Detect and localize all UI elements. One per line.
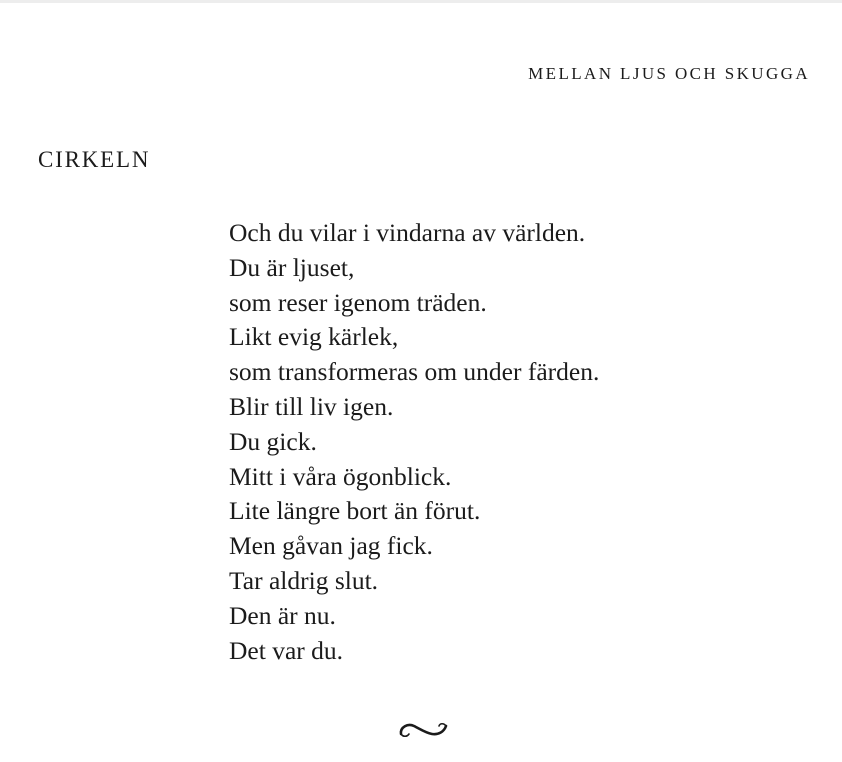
poem-line: Du gick. — [229, 426, 317, 456]
poem-line: Du är ljuset, — [229, 252, 355, 282]
poem-line: Blir till liv igen. — [229, 391, 394, 421]
poem-line: Likt evig kärlek, — [229, 322, 399, 352]
poem-line: Lite längre bort än förut. — [229, 496, 481, 526]
poem-title: CIRKELN — [38, 147, 151, 172]
top-divider — [0, 0, 842, 3]
tilde-swash-ornament-icon — [398, 718, 450, 742]
poem-line: Den är nu. — [229, 600, 336, 630]
poem-line: Och du vilar i vindarna av världen. — [229, 218, 586, 247]
poem-line: som transformeras om under färden. — [229, 357, 600, 387]
poem-body — [229, 216, 789, 668]
poem-line: Men gåvan jag fick. — [229, 531, 433, 561]
poem-line: som reser igenom träden. — [229, 287, 487, 317]
running-header: MELLAN LJUS OCH SKUGGA — [528, 64, 810, 83]
poem-line: Tar aldrig slut. — [229, 565, 379, 595]
poem-line: Mitt i våra ögonblick. — [229, 461, 452, 491]
poem-line: Det var du. — [229, 635, 344, 665]
